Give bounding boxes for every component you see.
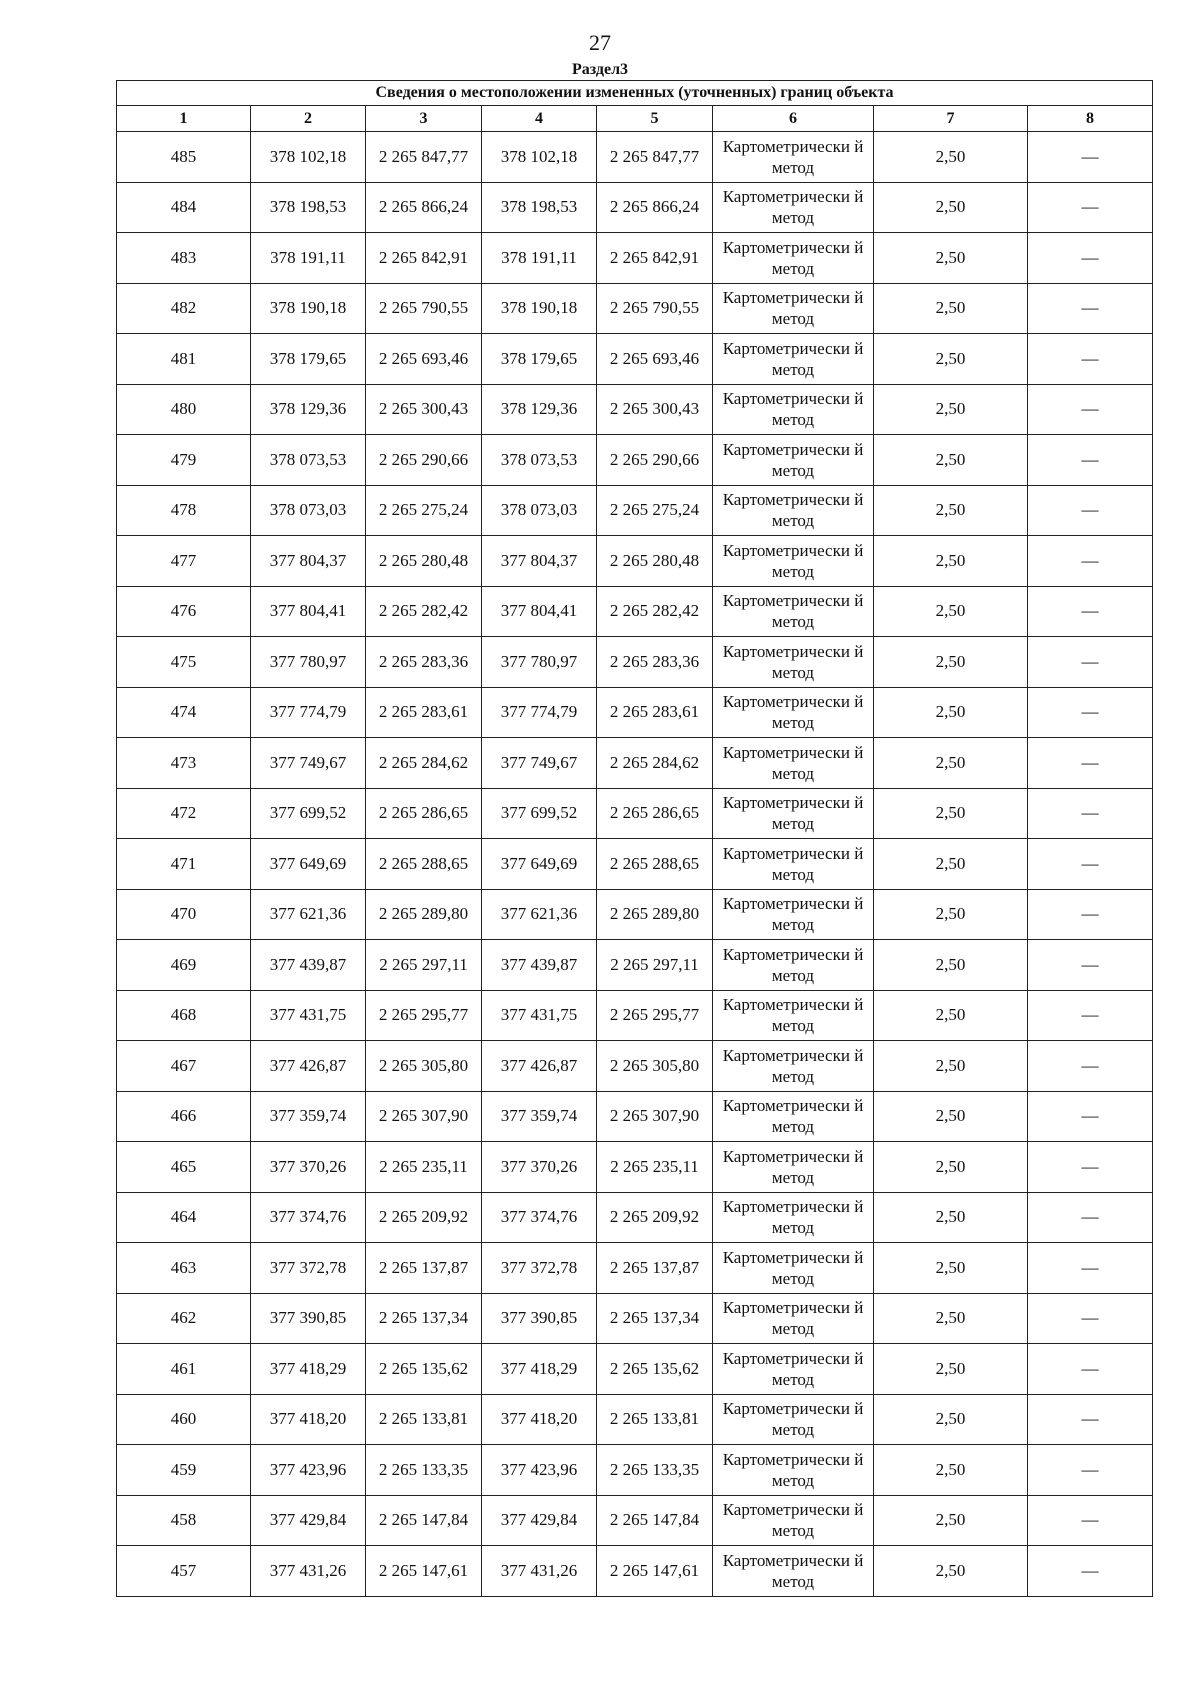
- y-refined-cell: 2 265 297,11: [597, 940, 713, 991]
- y-refined-cell: 2 265 289,80: [597, 889, 713, 940]
- x-refined-cell: 378 179,65: [482, 334, 597, 385]
- column-number-7: 7: [874, 106, 1028, 132]
- y-existing-cell: 2 265 847,77: [366, 132, 482, 183]
- table-row: [117, 889, 1153, 940]
- method-cell: Картометрически й метод: [713, 536, 874, 587]
- section-title: Раздел3: [571, 61, 629, 78]
- x-existing-cell: 377 431,75: [251, 990, 366, 1041]
- accuracy-cell: 2,50: [874, 889, 1028, 940]
- column-number-8: 8: [1028, 106, 1153, 132]
- accuracy-cell: 2,50: [874, 1192, 1028, 1243]
- method-cell: Картометрически й метод: [713, 1142, 874, 1193]
- y-existing-cell: 2 265 282,42: [366, 586, 482, 637]
- table-row: [117, 1546, 1153, 1597]
- y-refined-cell: 2 265 235,11: [597, 1142, 713, 1193]
- method-cell: Картометрически й метод: [713, 1041, 874, 1092]
- x-existing-cell: 377 370,26: [251, 1142, 366, 1193]
- note-cell: —: [1028, 485, 1153, 536]
- y-existing-cell: 2 265 295,77: [366, 990, 482, 1041]
- y-refined-cell: 2 265 275,24: [597, 485, 713, 536]
- method-cell: Картометрически й метод: [713, 1546, 874, 1597]
- y-existing-cell: 2 265 286,65: [366, 788, 482, 839]
- y-refined-cell: 2 265 842,91: [597, 233, 713, 284]
- y-refined-cell: 2 265 147,61: [597, 1546, 713, 1597]
- x-refined-cell: 377 621,36: [482, 889, 597, 940]
- y-existing-cell: 2 265 137,87: [366, 1243, 482, 1294]
- y-existing-cell: 2 265 289,80: [366, 889, 482, 940]
- note-cell: —: [1028, 233, 1153, 284]
- y-refined-cell: 2 265 209,92: [597, 1192, 713, 1243]
- x-existing-cell: 377 431,26: [251, 1546, 366, 1597]
- column-number-2: 2: [251, 106, 366, 132]
- accuracy-cell: 2,50: [874, 1344, 1028, 1395]
- method-cell: Картометрически й метод: [713, 132, 874, 183]
- y-refined-cell: 2 265 283,61: [597, 687, 713, 738]
- y-existing-cell: 2 265 297,11: [366, 940, 482, 991]
- accuracy-cell: 2,50: [874, 384, 1028, 435]
- point-number-cell: 469: [117, 940, 251, 991]
- column-number-4: 4: [482, 106, 597, 132]
- x-existing-cell: 377 359,74: [251, 1091, 366, 1142]
- point-number-cell: 484: [117, 182, 251, 233]
- y-refined-cell: 2 265 286,65: [597, 788, 713, 839]
- table-row: [117, 1293, 1153, 1344]
- point-number-cell: 471: [117, 839, 251, 890]
- accuracy-cell: 2,50: [874, 1293, 1028, 1344]
- point-number-cell: 459: [117, 1445, 251, 1496]
- table-row: [117, 132, 1153, 183]
- x-existing-cell: 378 190,18: [251, 283, 366, 334]
- x-refined-cell: 377 804,41: [482, 586, 597, 637]
- column-number-3: 3: [366, 106, 482, 132]
- method-cell: Картометрически й метод: [713, 233, 874, 284]
- method-cell: Картометрически й метод: [713, 1091, 874, 1142]
- x-existing-cell: 377 429,84: [251, 1495, 366, 1546]
- x-existing-cell: 377 423,96: [251, 1445, 366, 1496]
- table-row: [117, 1344, 1153, 1395]
- accuracy-cell: 2,50: [874, 1091, 1028, 1142]
- table-row: [117, 1445, 1153, 1496]
- table-row: [117, 990, 1153, 1041]
- column-number-row: [117, 106, 1153, 132]
- method-cell: Картометрически й метод: [713, 687, 874, 738]
- y-refined-cell: 2 265 307,90: [597, 1091, 713, 1142]
- y-refined-cell: 2 265 283,36: [597, 637, 713, 688]
- table-row: [117, 1394, 1153, 1445]
- table-row: [117, 687, 1153, 738]
- x-existing-cell: 378 179,65: [251, 334, 366, 385]
- note-cell: —: [1028, 1293, 1153, 1344]
- point-number-cell: 460: [117, 1394, 251, 1445]
- table-row: [117, 536, 1153, 587]
- x-refined-cell: 378 190,18: [482, 283, 597, 334]
- y-existing-cell: 2 265 133,35: [366, 1445, 482, 1496]
- x-existing-cell: 378 191,11: [251, 233, 366, 284]
- accuracy-cell: 2,50: [874, 940, 1028, 991]
- column-number-5: 5: [597, 106, 713, 132]
- method-cell: Картометрически й метод: [713, 334, 874, 385]
- x-refined-cell: 377 370,26: [482, 1142, 597, 1193]
- note-cell: —: [1028, 1394, 1153, 1445]
- method-cell: Картометрически й метод: [713, 788, 874, 839]
- method-cell: Картометрически й метод: [713, 738, 874, 789]
- point-number-cell: 465: [117, 1142, 251, 1193]
- x-existing-cell: 378 073,53: [251, 435, 366, 486]
- note-cell: —: [1028, 132, 1153, 183]
- x-existing-cell: 377 439,87: [251, 940, 366, 991]
- accuracy-cell: 2,50: [874, 1394, 1028, 1445]
- method-cell: Картометрически й метод: [713, 990, 874, 1041]
- x-existing-cell: 377 621,36: [251, 889, 366, 940]
- y-refined-cell: 2 265 282,42: [597, 586, 713, 637]
- x-existing-cell: 378 102,18: [251, 132, 366, 183]
- x-existing-cell: 377 780,97: [251, 637, 366, 688]
- y-refined-cell: 2 265 295,77: [597, 990, 713, 1041]
- accuracy-cell: 2,50: [874, 1445, 1028, 1496]
- x-refined-cell: 377 774,79: [482, 687, 597, 738]
- y-refined-cell: 2 265 284,62: [597, 738, 713, 789]
- table-row: [117, 1142, 1153, 1193]
- point-number-cell: 483: [117, 233, 251, 284]
- point-number-cell: 467: [117, 1041, 251, 1092]
- coordinates-table: [116, 80, 1153, 1597]
- x-existing-cell: 377 649,69: [251, 839, 366, 890]
- accuracy-cell: 2,50: [874, 132, 1028, 183]
- note-cell: —: [1028, 687, 1153, 738]
- note-cell: —: [1028, 1344, 1153, 1395]
- note-cell: —: [1028, 889, 1153, 940]
- point-number-cell: 466: [117, 1091, 251, 1142]
- point-number-cell: 472: [117, 788, 251, 839]
- x-refined-cell: 377 426,87: [482, 1041, 597, 1092]
- y-existing-cell: 2 265 235,11: [366, 1142, 482, 1193]
- y-refined-cell: 2 265 133,35: [597, 1445, 713, 1496]
- x-existing-cell: 377 390,85: [251, 1293, 366, 1344]
- y-existing-cell: 2 265 283,61: [366, 687, 482, 738]
- note-cell: —: [1028, 738, 1153, 789]
- point-number-cell: 463: [117, 1243, 251, 1294]
- table-row: [117, 182, 1153, 233]
- x-existing-cell: 378 073,03: [251, 485, 366, 536]
- point-number-cell: 480: [117, 384, 251, 435]
- accuracy-cell: 2,50: [874, 1243, 1028, 1294]
- y-refined-cell: 2 265 290,66: [597, 435, 713, 486]
- note-cell: —: [1028, 990, 1153, 1041]
- page-number: 27: [589, 30, 611, 55]
- x-refined-cell: 377 418,20: [482, 1394, 597, 1445]
- point-number-cell: 481: [117, 334, 251, 385]
- method-cell: Картометрически й метод: [713, 1192, 874, 1243]
- y-refined-cell: 2 265 147,84: [597, 1495, 713, 1546]
- method-cell: Картометрически й метод: [713, 839, 874, 890]
- x-existing-cell: 377 418,29: [251, 1344, 366, 1395]
- y-existing-cell: 2 265 288,65: [366, 839, 482, 890]
- note-cell: —: [1028, 637, 1153, 688]
- x-refined-cell: 378 073,53: [482, 435, 597, 486]
- point-number-cell: 476: [117, 586, 251, 637]
- x-refined-cell: 378 129,36: [482, 384, 597, 435]
- note-cell: —: [1028, 182, 1153, 233]
- x-refined-cell: 377 423,96: [482, 1445, 597, 1496]
- x-existing-cell: 377 372,78: [251, 1243, 366, 1294]
- method-cell: Картометрически й метод: [713, 182, 874, 233]
- note-cell: —: [1028, 1142, 1153, 1193]
- point-number-cell: 473: [117, 738, 251, 789]
- method-cell: Картометрически й метод: [713, 1293, 874, 1344]
- table-row: [117, 1243, 1153, 1294]
- note-cell: —: [1028, 788, 1153, 839]
- table-row: [117, 334, 1153, 385]
- note-cell: —: [1028, 435, 1153, 486]
- x-refined-cell: 377 374,76: [482, 1192, 597, 1243]
- point-number-cell: 457: [117, 1546, 251, 1597]
- y-existing-cell: 2 265 280,48: [366, 536, 482, 587]
- y-refined-cell: 2 265 790,55: [597, 283, 713, 334]
- y-refined-cell: 2 265 300,43: [597, 384, 713, 435]
- table-row: [117, 384, 1153, 435]
- method-cell: Картометрически й метод: [713, 283, 874, 334]
- y-existing-cell: 2 265 790,55: [366, 283, 482, 334]
- y-refined-cell: 2 265 847,77: [597, 132, 713, 183]
- point-number-cell: 468: [117, 990, 251, 1041]
- y-existing-cell: 2 265 137,34: [366, 1293, 482, 1344]
- table-row: [117, 1495, 1153, 1546]
- point-number-cell: 461: [117, 1344, 251, 1395]
- point-number-cell: 475: [117, 637, 251, 688]
- x-existing-cell: 377 426,87: [251, 1041, 366, 1092]
- accuracy-cell: 2,50: [874, 485, 1028, 536]
- x-existing-cell: 378 198,53: [251, 182, 366, 233]
- accuracy-cell: 2,50: [874, 1041, 1028, 1092]
- y-existing-cell: 2 265 305,80: [366, 1041, 482, 1092]
- y-existing-cell: 2 265 866,24: [366, 182, 482, 233]
- x-existing-cell: 377 418,20: [251, 1394, 366, 1445]
- method-cell: Картометрически й метод: [713, 586, 874, 637]
- point-number-cell: 485: [117, 132, 251, 183]
- note-cell: —: [1028, 1546, 1153, 1597]
- y-existing-cell: 2 265 147,61: [366, 1546, 482, 1597]
- y-refined-cell: 2 265 135,62: [597, 1344, 713, 1395]
- y-refined-cell: 2 265 288,65: [597, 839, 713, 890]
- x-refined-cell: 377 431,26: [482, 1546, 597, 1597]
- table-row: [117, 738, 1153, 789]
- note-cell: —: [1028, 1243, 1153, 1294]
- point-number-cell: 464: [117, 1192, 251, 1243]
- y-refined-cell: 2 265 693,46: [597, 334, 713, 385]
- x-existing-cell: 378 129,36: [251, 384, 366, 435]
- method-cell: Картометрически й метод: [713, 435, 874, 486]
- accuracy-cell: 2,50: [874, 435, 1028, 486]
- note-cell: —: [1028, 384, 1153, 435]
- x-refined-cell: 378 198,53: [482, 182, 597, 233]
- y-existing-cell: 2 265 147,84: [366, 1495, 482, 1546]
- accuracy-cell: 2,50: [874, 536, 1028, 587]
- point-number-cell: 474: [117, 687, 251, 738]
- accuracy-cell: 2,50: [874, 1546, 1028, 1597]
- table-row: [117, 283, 1153, 334]
- y-existing-cell: 2 265 284,62: [366, 738, 482, 789]
- x-refined-cell: 377 439,87: [482, 940, 597, 991]
- method-cell: Картометрически й метод: [713, 384, 874, 435]
- x-existing-cell: 377 699,52: [251, 788, 366, 839]
- x-refined-cell: 377 390,85: [482, 1293, 597, 1344]
- table-row: [117, 586, 1153, 637]
- x-refined-cell: 377 431,75: [482, 990, 597, 1041]
- y-existing-cell: 2 265 275,24: [366, 485, 482, 536]
- point-number-cell: 478: [117, 485, 251, 536]
- y-existing-cell: 2 265 842,91: [366, 233, 482, 284]
- y-existing-cell: 2 265 209,92: [366, 1192, 482, 1243]
- accuracy-cell: 2,50: [874, 637, 1028, 688]
- note-cell: —: [1028, 334, 1153, 385]
- x-existing-cell: 377 804,37: [251, 536, 366, 587]
- accuracy-cell: 2,50: [874, 1142, 1028, 1193]
- x-refined-cell: 377 804,37: [482, 536, 597, 587]
- method-cell: Картометрически й метод: [713, 1445, 874, 1496]
- note-cell: —: [1028, 839, 1153, 890]
- x-refined-cell: 378 073,03: [482, 485, 597, 536]
- accuracy-cell: 2,50: [874, 283, 1028, 334]
- y-refined-cell: 2 265 866,24: [597, 182, 713, 233]
- point-number-cell: 482: [117, 283, 251, 334]
- x-refined-cell: 377 429,84: [482, 1495, 597, 1546]
- table-row: [117, 839, 1153, 890]
- method-cell: Картометрически й метод: [713, 889, 874, 940]
- note-cell: —: [1028, 1041, 1153, 1092]
- x-existing-cell: 377 774,79: [251, 687, 366, 738]
- x-refined-cell: 377 780,97: [482, 637, 597, 688]
- note-cell: —: [1028, 1445, 1153, 1496]
- accuracy-cell: 2,50: [874, 1495, 1028, 1546]
- x-refined-cell: 377 418,29: [482, 1344, 597, 1395]
- x-existing-cell: 377 804,41: [251, 586, 366, 637]
- accuracy-cell: 2,50: [874, 990, 1028, 1041]
- y-existing-cell: 2 265 693,46: [366, 334, 482, 385]
- point-number-cell: 458: [117, 1495, 251, 1546]
- table-row: [117, 1041, 1153, 1092]
- table-row: [117, 1192, 1153, 1243]
- y-existing-cell: 2 265 133,81: [366, 1394, 482, 1445]
- table-row: [117, 485, 1153, 536]
- table-row: [117, 1091, 1153, 1142]
- x-refined-cell: 377 649,69: [482, 839, 597, 890]
- y-existing-cell: 2 265 135,62: [366, 1344, 482, 1395]
- x-refined-cell: 377 359,74: [482, 1091, 597, 1142]
- x-refined-cell: 378 102,18: [482, 132, 597, 183]
- column-number-1: 1: [117, 106, 251, 132]
- x-existing-cell: 377 374,76: [251, 1192, 366, 1243]
- point-number-cell: 479: [117, 435, 251, 486]
- note-cell: —: [1028, 536, 1153, 587]
- x-refined-cell: 377 372,78: [482, 1243, 597, 1294]
- point-number-cell: 462: [117, 1293, 251, 1344]
- note-cell: —: [1028, 283, 1153, 334]
- table-row: [117, 233, 1153, 284]
- y-refined-cell: 2 265 137,87: [597, 1243, 713, 1294]
- x-refined-cell: 377 699,52: [482, 788, 597, 839]
- accuracy-cell: 2,50: [874, 586, 1028, 637]
- note-cell: —: [1028, 940, 1153, 991]
- y-refined-cell: 2 265 137,34: [597, 1293, 713, 1344]
- accuracy-cell: 2,50: [874, 687, 1028, 738]
- note-cell: —: [1028, 586, 1153, 637]
- table-row: [117, 788, 1153, 839]
- method-cell: Картометрически й метод: [713, 1344, 874, 1395]
- method-cell: Картометрически й метод: [713, 485, 874, 536]
- y-existing-cell: 2 265 290,66: [366, 435, 482, 486]
- y-refined-cell: 2 265 280,48: [597, 536, 713, 587]
- y-refined-cell: 2 265 305,80: [597, 1041, 713, 1092]
- note-cell: —: [1028, 1091, 1153, 1142]
- accuracy-cell: 2,50: [874, 182, 1028, 233]
- y-existing-cell: 2 265 300,43: [366, 384, 482, 435]
- method-cell: Картометрически й метод: [713, 1243, 874, 1294]
- x-existing-cell: 377 749,67: [251, 738, 366, 789]
- y-refined-cell: 2 265 133,81: [597, 1394, 713, 1445]
- method-cell: Картометрически й метод: [713, 1394, 874, 1445]
- point-number-cell: 470: [117, 889, 251, 940]
- note-cell: —: [1028, 1495, 1153, 1546]
- method-cell: Картометрически й метод: [713, 637, 874, 688]
- accuracy-cell: 2,50: [874, 738, 1028, 789]
- column-number-6: 6: [713, 106, 874, 132]
- accuracy-cell: 2,50: [874, 788, 1028, 839]
- method-cell: Картометрически й метод: [713, 1495, 874, 1546]
- table-body: [117, 132, 1153, 1597]
- method-cell: Картометрически й метод: [713, 940, 874, 991]
- note-cell: —: [1028, 1192, 1153, 1243]
- y-existing-cell: 2 265 283,36: [366, 637, 482, 688]
- point-number-cell: 477: [117, 536, 251, 587]
- accuracy-cell: 2,50: [874, 334, 1028, 385]
- table-row: [117, 637, 1153, 688]
- x-refined-cell: 377 749,67: [482, 738, 597, 789]
- table-row: [117, 940, 1153, 991]
- accuracy-cell: 2,50: [874, 839, 1028, 890]
- x-refined-cell: 378 191,11: [482, 233, 597, 284]
- table-row: [117, 435, 1153, 486]
- accuracy-cell: 2,50: [874, 233, 1028, 284]
- y-existing-cell: 2 265 307,90: [366, 1091, 482, 1142]
- table-caption: Сведения о местоположении измененных (уточненных) границ объекта: [117, 81, 1153, 106]
